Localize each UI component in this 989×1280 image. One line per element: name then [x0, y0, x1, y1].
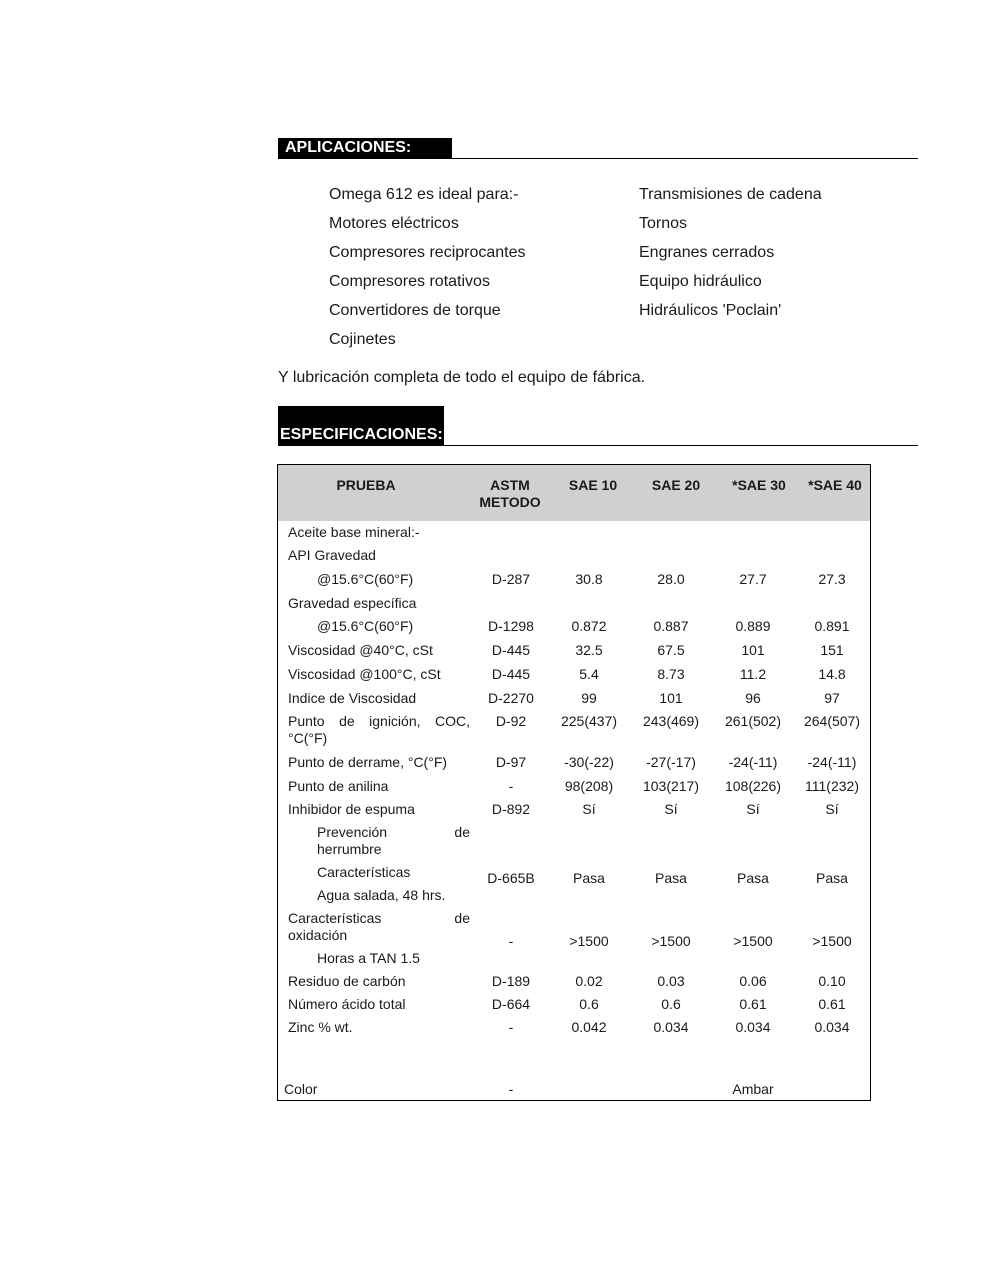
row-label: Indice de Viscosidad [288, 690, 417, 706]
cell-sae20: 0.6 [661, 996, 681, 1012]
row-label: API Gravedad [288, 547, 376, 563]
cell-sae30: 96 [745, 690, 761, 706]
row-label: Número ácido total [288, 996, 406, 1012]
row-label: Color [284, 1081, 318, 1097]
cell-sae10: 99 [581, 690, 597, 706]
cell-astm: D-92 [495, 713, 527, 729]
col-header-sae30: *SAE 30 [732, 477, 786, 493]
cell-sae30: 11.2 [739, 666, 767, 682]
cell-sae10: >1500 [569, 933, 609, 949]
row-label: @15.6°C(60°F) [317, 618, 414, 634]
row-label: Horas a TAN 1.5 [317, 950, 420, 966]
cell-sae30: 27.7 [739, 571, 767, 587]
list-item: Hidráulicos 'Poclain' [639, 302, 782, 319]
cell-sae20: 243(469) [642, 713, 700, 729]
row-label: Zinc % wt. [288, 1019, 353, 1035]
cell-sae10: 225(437) [560, 713, 618, 729]
row-label: Inhibidor de espuma [288, 801, 415, 817]
cell-sae10: 0.872 [571, 618, 607, 634]
col-header-astm [470, 477, 550, 511]
col-header-prueba: PRUEBA [336, 477, 396, 493]
cell-sae10: 30.8 [575, 571, 603, 587]
cell-astm: D-445 [491, 666, 531, 682]
cell-sae30: 0.06 [739, 973, 767, 989]
row-label-line2: oxidación [288, 927, 348, 943]
cell-sae10: 0.042 [571, 1019, 607, 1035]
cell-sae20: 0.034 [653, 1019, 689, 1035]
cell-sae20: 8.73 [657, 666, 685, 682]
cell-astm: D-287 [491, 571, 531, 587]
cell-astm: - [508, 1019, 514, 1035]
cell-astm: D-97 [495, 754, 527, 770]
row-label: Residuo de carbón [288, 973, 406, 989]
col-header-sae40: *SAE 40 [808, 477, 862, 493]
cell-sae20: 67.5 [657, 642, 685, 658]
row-label: Punto de derrame, °C(°F) [288, 754, 448, 770]
cell-sae10: -30(-22) [564, 754, 614, 770]
cell-sae40: 0.891 [814, 618, 850, 634]
spec-table [277, 464, 871, 1101]
cell-sae40: 0.034 [814, 1019, 850, 1035]
row-label: Agua salada, 48 hrs. [317, 887, 446, 903]
cell-astm: - [508, 933, 514, 949]
row-label-line2: herrumbre [317, 841, 382, 857]
cell-astm: D-1298 [488, 618, 534, 634]
row-label-line2: °C(°F) [288, 730, 328, 746]
row-label: Características [317, 864, 411, 880]
cell-sae20: 28.0 [657, 571, 685, 587]
cell-sae30: 0.034 [735, 1019, 771, 1035]
list-item: Motores eléctricos [329, 215, 459, 232]
row-label: Viscosidad @100°C, cSt [288, 666, 441, 682]
list-item: Transmisiones de cadena [639, 186, 822, 203]
cell-sae40: 264(507) [803, 713, 861, 729]
cell-sae30: 261(502) [724, 713, 782, 729]
cell-astm: D-665B [487, 870, 535, 886]
cell-sae10: 98(208) [564, 778, 614, 794]
list-item: Equipo hidráulico [639, 273, 762, 290]
cell-color-value: Ambar [732, 1081, 774, 1097]
aplicaciones-left-list [329, 180, 526, 354]
row-label: Aceite base mineral:- [288, 524, 420, 540]
cell-sae30: -24(-11) [728, 754, 778, 770]
cell-astm: D-2270 [488, 690, 534, 706]
especificaciones-header [278, 406, 918, 446]
cell-sae20: Pasa [655, 870, 687, 886]
col-header-astm-line2: METODO [479, 494, 541, 510]
cell-sae30: 108(226) [724, 778, 782, 794]
row-label: @15.6°C(60°F) [317, 571, 414, 587]
cell-sae40: 27.3 [818, 571, 846, 587]
col-header-sae10: SAE 10 [568, 477, 618, 493]
cell-astm: D-445 [491, 642, 531, 658]
cell-sae10: Pasa [573, 870, 605, 886]
cell-sae10: 0.02 [575, 973, 603, 989]
cell-sae40: 0.10 [818, 973, 846, 989]
cell-sae20: >1500 [651, 933, 691, 949]
cell-sae30: 101 [741, 642, 765, 658]
row-label: Punto de anilina [288, 778, 389, 794]
cell-sae40: 14.8 [818, 666, 846, 682]
aplicaciones-header [278, 138, 918, 159]
cell-sae40: 151 [820, 642, 844, 658]
list-item: Cojinetes [329, 331, 396, 348]
list-item: Engranes cerrados [639, 244, 775, 261]
cell-sae20: 0.887 [653, 618, 689, 634]
aplicaciones-heading: APLICACIONES: [278, 138, 452, 158]
row-label: Viscosidad @40°C, cSt [288, 642, 433, 658]
cell-sae30: Pasa [737, 870, 769, 886]
cell-sae40: Pasa [816, 870, 848, 886]
cell-sae40: 111(232) [805, 778, 859, 794]
especificaciones-heading: ESPECIFICACIONES: [278, 406, 444, 445]
list-item: Omega 612 es ideal para:- [329, 186, 519, 203]
cell-astm: D-189 [491, 973, 531, 989]
cell-sae30: Sí [746, 801, 760, 817]
cell-sae10: Sí [582, 801, 596, 817]
row-label: Características de [288, 910, 470, 926]
cell-astm: D-892 [491, 801, 531, 817]
row-label: Gravedad específica [288, 595, 417, 611]
cell-sae10: 5.4 [579, 666, 599, 682]
list-item: Convertidores de torque [329, 302, 501, 319]
cell-sae30: 0.61 [739, 996, 767, 1012]
aplicaciones-right-list [639, 180, 822, 325]
aplicaciones-note: Y lubricación completa de todo el equipo de fábrica. [278, 369, 646, 386]
cell-astm: - [508, 1081, 514, 1097]
row-label: Prevención de [317, 824, 470, 840]
cell-sae40: Sí [825, 801, 839, 817]
list-item: Compresores reciprocantes [329, 244, 526, 261]
cell-astm: - [508, 778, 514, 794]
col-header-sae20: SAE 20 [651, 477, 701, 493]
cell-astm: D-664 [491, 996, 531, 1012]
cell-sae20: 0.03 [657, 973, 685, 989]
cell-sae20: -27(-17) [646, 754, 696, 770]
cell-sae30: >1500 [733, 933, 773, 949]
cell-sae40: 97 [824, 690, 840, 706]
cell-sae20: 103(217) [642, 778, 700, 794]
list-item: Compresores rotativos [329, 273, 490, 290]
table-header [278, 465, 870, 521]
cell-sae40: >1500 [812, 933, 852, 949]
cell-sae20: 101 [659, 690, 683, 706]
col-header-astm-line1: ASTM [490, 477, 530, 493]
list-item: Tornos [639, 215, 688, 232]
cell-sae20: Sí [664, 801, 678, 817]
cell-sae10: 0.6 [579, 996, 599, 1012]
cell-sae10: 32.5 [575, 642, 603, 658]
cell-sae40: -24(-11) [807, 754, 857, 770]
cell-sae30: 0.889 [735, 618, 771, 634]
cell-sae40: 0.61 [818, 996, 846, 1012]
row-label: Punto de ignición, COC, [288, 713, 470, 729]
